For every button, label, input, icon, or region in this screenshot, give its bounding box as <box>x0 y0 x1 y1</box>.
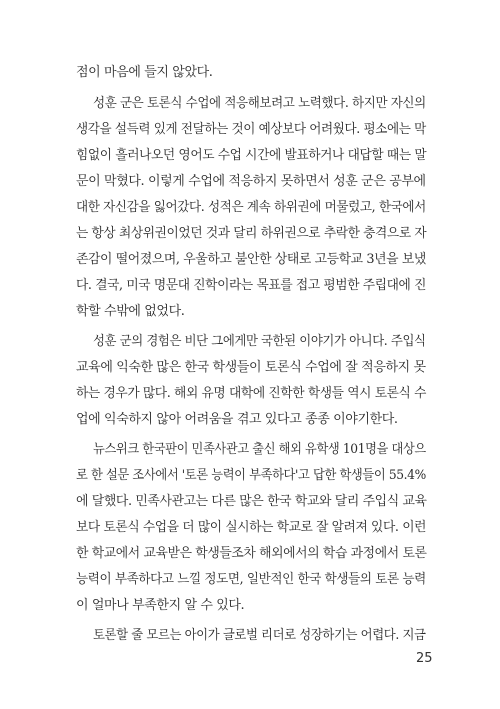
text-line: 한 학교에서 교육받은 학생들조차 해외에서의 학습 과정에서 토론 <box>76 546 427 561</box>
text-line: 로 한 설문 조사에서 '토론 능력이 부족하다'고 답한 학생들이 55.4% <box>76 468 426 483</box>
text-line: 생각을 설득력 있게 전달하는 것이 예상보다 어려웠다. 평소에는 막 <box>76 122 426 137</box>
text-line: 하는 경우가 많다. 해외 유명 대학에 진학한 학생들 역시 토론식 수 <box>76 386 427 401</box>
text-line: 보다 토론식 수업을 더 많이 실시하는 학교로 잘 알려져 있다. 이런 <box>76 520 427 535</box>
text-line: 학할 수밖에 없었다. <box>76 304 185 319</box>
page-number: 25 <box>416 651 433 666</box>
text-line: 점이 마음에 들지 않았다. <box>76 65 213 80</box>
text-line: 뉴스위크 한국판이 민족사관고 출신 해외 유학생 101명을 대상으 <box>93 442 426 457</box>
text-line: 힘없이 흘러나오던 영어도 수업 시간에 발표하거나 대답할 때는 말 <box>76 148 427 163</box>
text-line: 토론할 줄 모르는 아이가 글로벌 리더로 성장하기는 어렵다. 지금 <box>93 628 426 643</box>
text-line: 이 얼마나 부족한지 알 수 있다. <box>76 598 245 613</box>
text-line: 성훈 군은 토론식 수업에 적응해보려고 노력했다. 하지만 자신의 <box>93 96 426 111</box>
text-line: 문이 막혔다. 이렇게 수업에 적응하지 못하면서 성훈 군은 공부에 <box>76 174 426 189</box>
text-line: 교육에 익숙한 많은 한국 학생들이 토론식 수업에 잘 적응하지 못 <box>76 360 426 375</box>
text-line: 능력이 부족하다고 느낄 정도면, 일반적인 한국 학생들의 토론 능력 <box>76 572 426 587</box>
text-line: 다. 결국, 미국 명문대 진학이라는 목표를 접고 평범한 주립대에 진 <box>76 278 427 293</box>
text-line: 업에 익숙하지 않아 어려움을 겪고 있다고 종종 이야기한다. <box>76 412 398 427</box>
text-line: 는 항상 최상위권이었던 것과 달리 하위권으로 추락한 충격으로 자 <box>76 226 427 241</box>
text-line: 성훈 군의 경험은 비단 그에게만 국한된 이야기가 아니다. 주입식 <box>93 334 426 349</box>
text-line: 에 달했다. 민족사관고는 다른 많은 한국 학교와 달리 주입식 교육 <box>76 494 427 509</box>
text-line: 존감이 떨어졌으며, 우울하고 불안한 상태로 고등학교 3년을 보냈 <box>76 252 426 267</box>
text-line: 대한 자신감을 잃어갔다. 성적은 계속 하위권에 머물렀고, 한국에서 <box>76 200 426 215</box>
